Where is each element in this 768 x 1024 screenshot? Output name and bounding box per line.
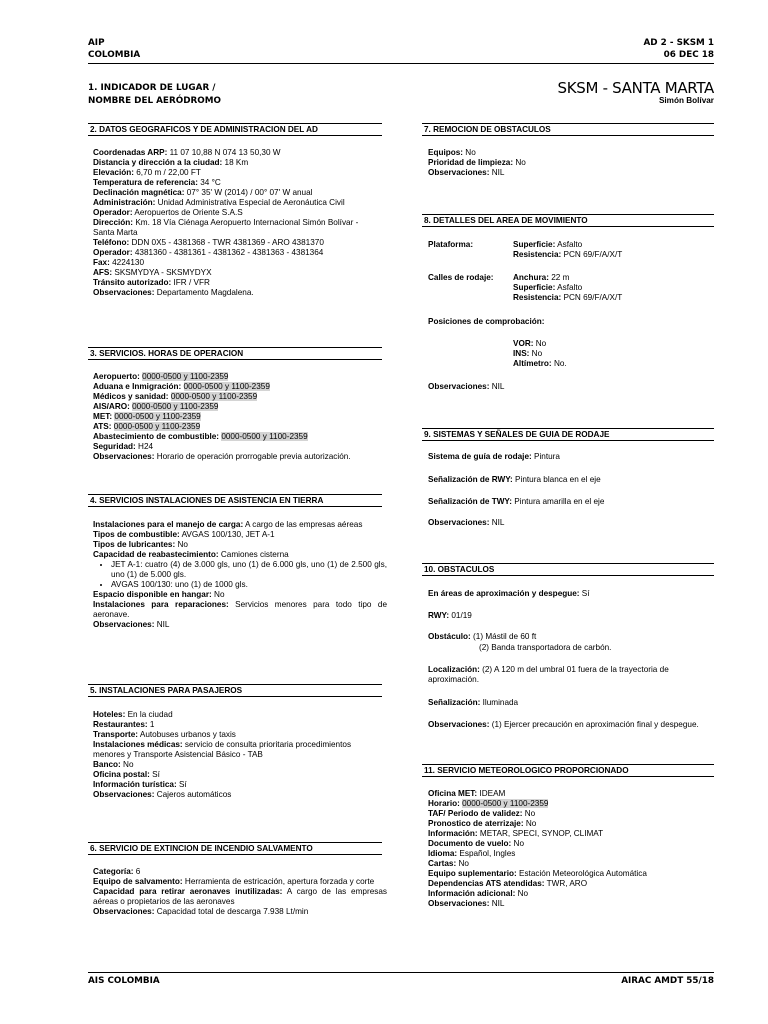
list-item: • JET A-1: cuatro (4) de 3.000 gls, uno (1) de 6.000 gls, uno (1) de 2.500 gls, uno (1) de 5.000 gls.: [111, 560, 387, 580]
s5-row: menores y Transporte Asistencial Básico - TAB: [93, 750, 263, 759]
s7-row: Prioridad de limpieza: No: [428, 158, 526, 167]
s11-row: Cartas: No: [428, 859, 469, 868]
s10-approach-area: En áreas de aproximación y despegue: Sí: [428, 589, 590, 598]
country-label: COLOMBIA: [88, 50, 141, 60]
s8-taxiway-label: Calles de rodaje:: [428, 273, 494, 282]
s7-row: Observaciones: NIL: [428, 168, 505, 177]
s9-guidance: Sistema de guía de rodaje: Pintura: [428, 452, 560, 461]
s6-category: Categoría: 6: [93, 867, 141, 876]
footer-right: AIRAC AMDT 55/18: [621, 976, 714, 986]
section-5-heading: 5. INSTALACIONES PARA PASAJEROS: [88, 684, 382, 697]
s8-remarks: Observaciones: NIL: [428, 382, 505, 391]
s5-row: Hoteles: En la ciudad: [93, 710, 173, 719]
page-code: AD 2 - SKSM 1: [643, 38, 714, 48]
s8-check-positions: [513, 339, 713, 369]
s5-row: Banco: No: [93, 760, 134, 769]
s11-row: Información: METAR, SPECI, SYNOP, CLIMAT: [428, 829, 604, 838]
s3-row: Abastecimiento de combustible: 0000-0500 y 1100-2359: [93, 432, 308, 441]
s3-row: AIS/ARO: 0000-0500 y 1100-2359: [93, 402, 219, 411]
s7-row: Equipos: No: [428, 148, 476, 157]
s11-row: Idioma: Español, Ingles: [428, 849, 516, 858]
s2-row: Dirección: Km. 18 Vía Ciénaga Aeropuerto Internacional Simón Bolívar -: [93, 218, 359, 227]
s4-fuel-types: Tipos de combustible: AVGAS 100/130, JET A-1: [93, 530, 275, 539]
s2-row: Operador: Aeropuertos de Oriente S.A.S: [93, 208, 243, 217]
section-3-heading: 3. SERVICIOS. HORAS DE OPERACION: [88, 347, 382, 360]
s3-row: MET: 0000-0500 y 1100-2359: [93, 412, 201, 421]
s3-row: Aduana e Inmigración: 0000-0500 y 1100-2359: [93, 382, 270, 391]
list-item: • AVGAS 100/130: uno (1) de 1000 gls.: [111, 580, 387, 590]
s4-hangar: Espacio disponible en hangar: No: [93, 590, 225, 599]
s8-taxiway-width: Anchura: 22 m: [513, 273, 570, 282]
section-6-body: [93, 867, 387, 917]
s11-row: Equipo suplementario: Estación Meteorológica Automática: [428, 869, 647, 878]
s8-apron-label: Plataforma:: [428, 240, 474, 249]
section-7-heading: 7. REMOCION DE OBSTACULOS: [422, 123, 714, 136]
s8-taxiway-strength: Resistencia: PCN 69/F/A/X/T: [513, 293, 623, 302]
section-6-heading: 6. SERVICIO DE EXTINCION DE INCENDIO SALVAMENTO: [88, 842, 382, 855]
section-5-body: [93, 710, 387, 800]
s4-repairs: Instalaciones para reparaciones: Servicios menores para todo tipo de aeronave.: [93, 600, 387, 619]
s5-row: Transporte: Autobuses urbanos y taxis: [93, 730, 236, 739]
footer-left: AIS COLOMBIA: [88, 976, 160, 986]
s3-row: Médicos y sanidad: 0000-0500 y 1100-2359: [93, 392, 258, 401]
s2-row: Coordenadas ARP: 11 07 10,88 N 074 13 50,30 W: [93, 148, 281, 157]
s9-rwy-marking: Señalización de RWY: Pintura blanca en el eje: [428, 475, 601, 484]
s4-lubricants: Tipos de lubricantes: No: [93, 540, 188, 549]
s2-row: Administración: Unidad Administrativa Especial de Aeronáutica Civil: [93, 198, 345, 207]
s8-apron-strength: Resistencia: PCN 69/F/A/X/T: [513, 250, 623, 259]
s2-row: AFS: SKSMYDYA - SKSMYDYX: [93, 268, 212, 277]
s5-row: Oficina postal: Sí: [93, 770, 160, 779]
s3-row: Observaciones: Horario de operación prorrogable previa autorización.: [93, 452, 351, 461]
s8-apron-surface: Superficie: Asfalto: [513, 240, 583, 249]
s2-row: Teléfono: DDN 0X5 - 4381368 - TWR 4381369 - ARO 4381370: [93, 238, 324, 247]
aerodrome-name: Simón Bolívar: [658, 96, 714, 105]
s3-row: Seguridad: H24: [93, 442, 154, 451]
s5-row: Restaurantes: 1: [93, 720, 155, 729]
section-9-heading: 9. SISTEMAS Y SEÑALES DE GUIA DE RODAJE: [422, 428, 714, 441]
s2-row: Declinación magnética: 07° 35' W (2014) / 00° 07' W anual: [93, 188, 313, 197]
s8-vor: VOR: No: [513, 339, 547, 348]
s11-row: Información adicional: No: [428, 889, 529, 898]
s6-remarks: Observaciones: Capacidad total de descarga 7.938 Lt/min: [93, 907, 309, 916]
s4-remarks: Observaciones: NIL: [93, 620, 170, 629]
s2-row: Temperatura de referencia: 34 °C: [93, 178, 221, 187]
section-11-body: [428, 789, 714, 909]
s3-row: Aeropuerto: 0000-0500 y 1100-2359: [93, 372, 229, 381]
section-8-heading: 8. DETALLES DEL AREA DE MOVIMIENTO: [422, 214, 714, 227]
s3-row: ATS: 0000-0500 y 1100-2359: [93, 422, 201, 431]
s4-refuel-capacity: Capacidad de reabastecimiento: Camiones cisterna: [93, 550, 289, 559]
s8-check-positions-label: Posiciones de comprobación:: [428, 317, 545, 326]
s10-obstacle-2: (2) Banda transportadora de carbón.: [479, 643, 612, 652]
s6-rescue-equipment: Equipo de salvamento: Herramienta de estricación, apertura forzada y corte: [93, 877, 375, 886]
s11-row: Documento de vuelo: No: [428, 839, 524, 848]
s10-location: Localización: (2) A 120 m del umbral 01 fuera de la trayectoria de aproximación.: [428, 665, 669, 684]
s2-row: Fax: 4224130: [93, 258, 144, 267]
s11-row: TAF/ Periodo de validez: No: [428, 809, 536, 818]
s4-cargo: Instalaciones para el manejo de carga: A cargo de las empresas aéreas: [93, 520, 363, 529]
page-date: 06 DEC 18: [663, 50, 714, 60]
section-2-body: [93, 148, 383, 298]
s10-remarks: Observaciones: (1) Ejercer precaución en aproximación final y despegue.: [428, 720, 699, 729]
section-4-heading: 4. SERVICIOS INSTALACIONES DE ASISTENCIA EN TIERRA: [88, 494, 382, 507]
section-7-body: [428, 148, 714, 178]
section-1-title-line1: 1. INDICADOR DE LUGAR /: [88, 83, 216, 93]
aerodrome-title: SKSM - SANTA MARTA: [557, 79, 714, 97]
s5-row: Información turística: Sí: [93, 780, 187, 789]
s2-row: Tránsito autorizado: IFR / VFR: [93, 278, 210, 287]
s8-taxiway-surface: Superficie: Asfalto: [513, 283, 583, 292]
s8-altimeter: Altímetro: No.: [513, 359, 567, 368]
s10-marking: Señalización: Iluminada: [428, 698, 519, 707]
s5-row: Instalaciones médicas: servicio de consulta prioritaria procedimientos: [93, 740, 352, 749]
section-1-title-line2: NOMBRE DEL AERÓDROMO: [88, 96, 221, 106]
s11-row: Pronostico de aterrizaje: No: [428, 819, 537, 828]
s9-remarks: Observaciones: NIL: [428, 518, 505, 527]
header-rule: [88, 63, 714, 64]
s2-row: Operador: 4381360 - 4381361 - 4381362 - 4381363 - 4381364: [93, 248, 324, 257]
s11-row: Observaciones: NIL: [428, 899, 505, 908]
s10-rwy: RWY: 01/19: [428, 611, 472, 620]
s8-taxiway-details: [513, 273, 713, 303]
section-3-body: [93, 372, 383, 462]
s11-row: Dependencias ATS atendidas: TWR, ARO: [428, 879, 588, 888]
s2-row: Elevación: 6,70 m / 22,00 FT: [93, 168, 201, 177]
s2-row: Distancia y dirección a la ciudad: 18 Km: [93, 158, 249, 167]
s9-twy-marking: Señalización de TWY: Pintura amarilla en el eje: [428, 497, 605, 506]
s2-row: Observaciones: Departamento Magdalena.: [93, 288, 254, 297]
section-11-heading: 11. SERVICIO METEOROLOGICO PROPORCIONADO: [422, 764, 714, 777]
s2-row: Santa Marta: [93, 228, 138, 237]
s11-row: Horario: 0000-0500 y 1100-2359: [428, 799, 549, 808]
section-2-heading: 2. DATOS GEOGRAFICOS Y DE ADMINISTRACION DEL AD: [88, 123, 382, 136]
s11-row: Oficina MET: IDEAM: [428, 789, 506, 798]
footer-rule: [88, 972, 714, 973]
section-4-body: [93, 520, 387, 630]
s10-obstacle-1: Obstáculo: (1) Mástil de 60 ft: [428, 632, 537, 641]
section-10-heading: 10. OBSTACULOS: [422, 563, 714, 576]
s6-removal-capacity: Capacidad para retirar aeronaves inutilizadas: A cargo de las empresas aéreas o propietarios de las aeronaves: [93, 887, 387, 906]
s4-bullet-list: [93, 560, 387, 590]
s5-row: Observaciones: Cajeros automáticos: [93, 790, 232, 799]
s8-apron-details: [513, 240, 713, 260]
aip-label: AIP: [88, 38, 105, 48]
s8-ins: INS: No: [513, 349, 543, 358]
